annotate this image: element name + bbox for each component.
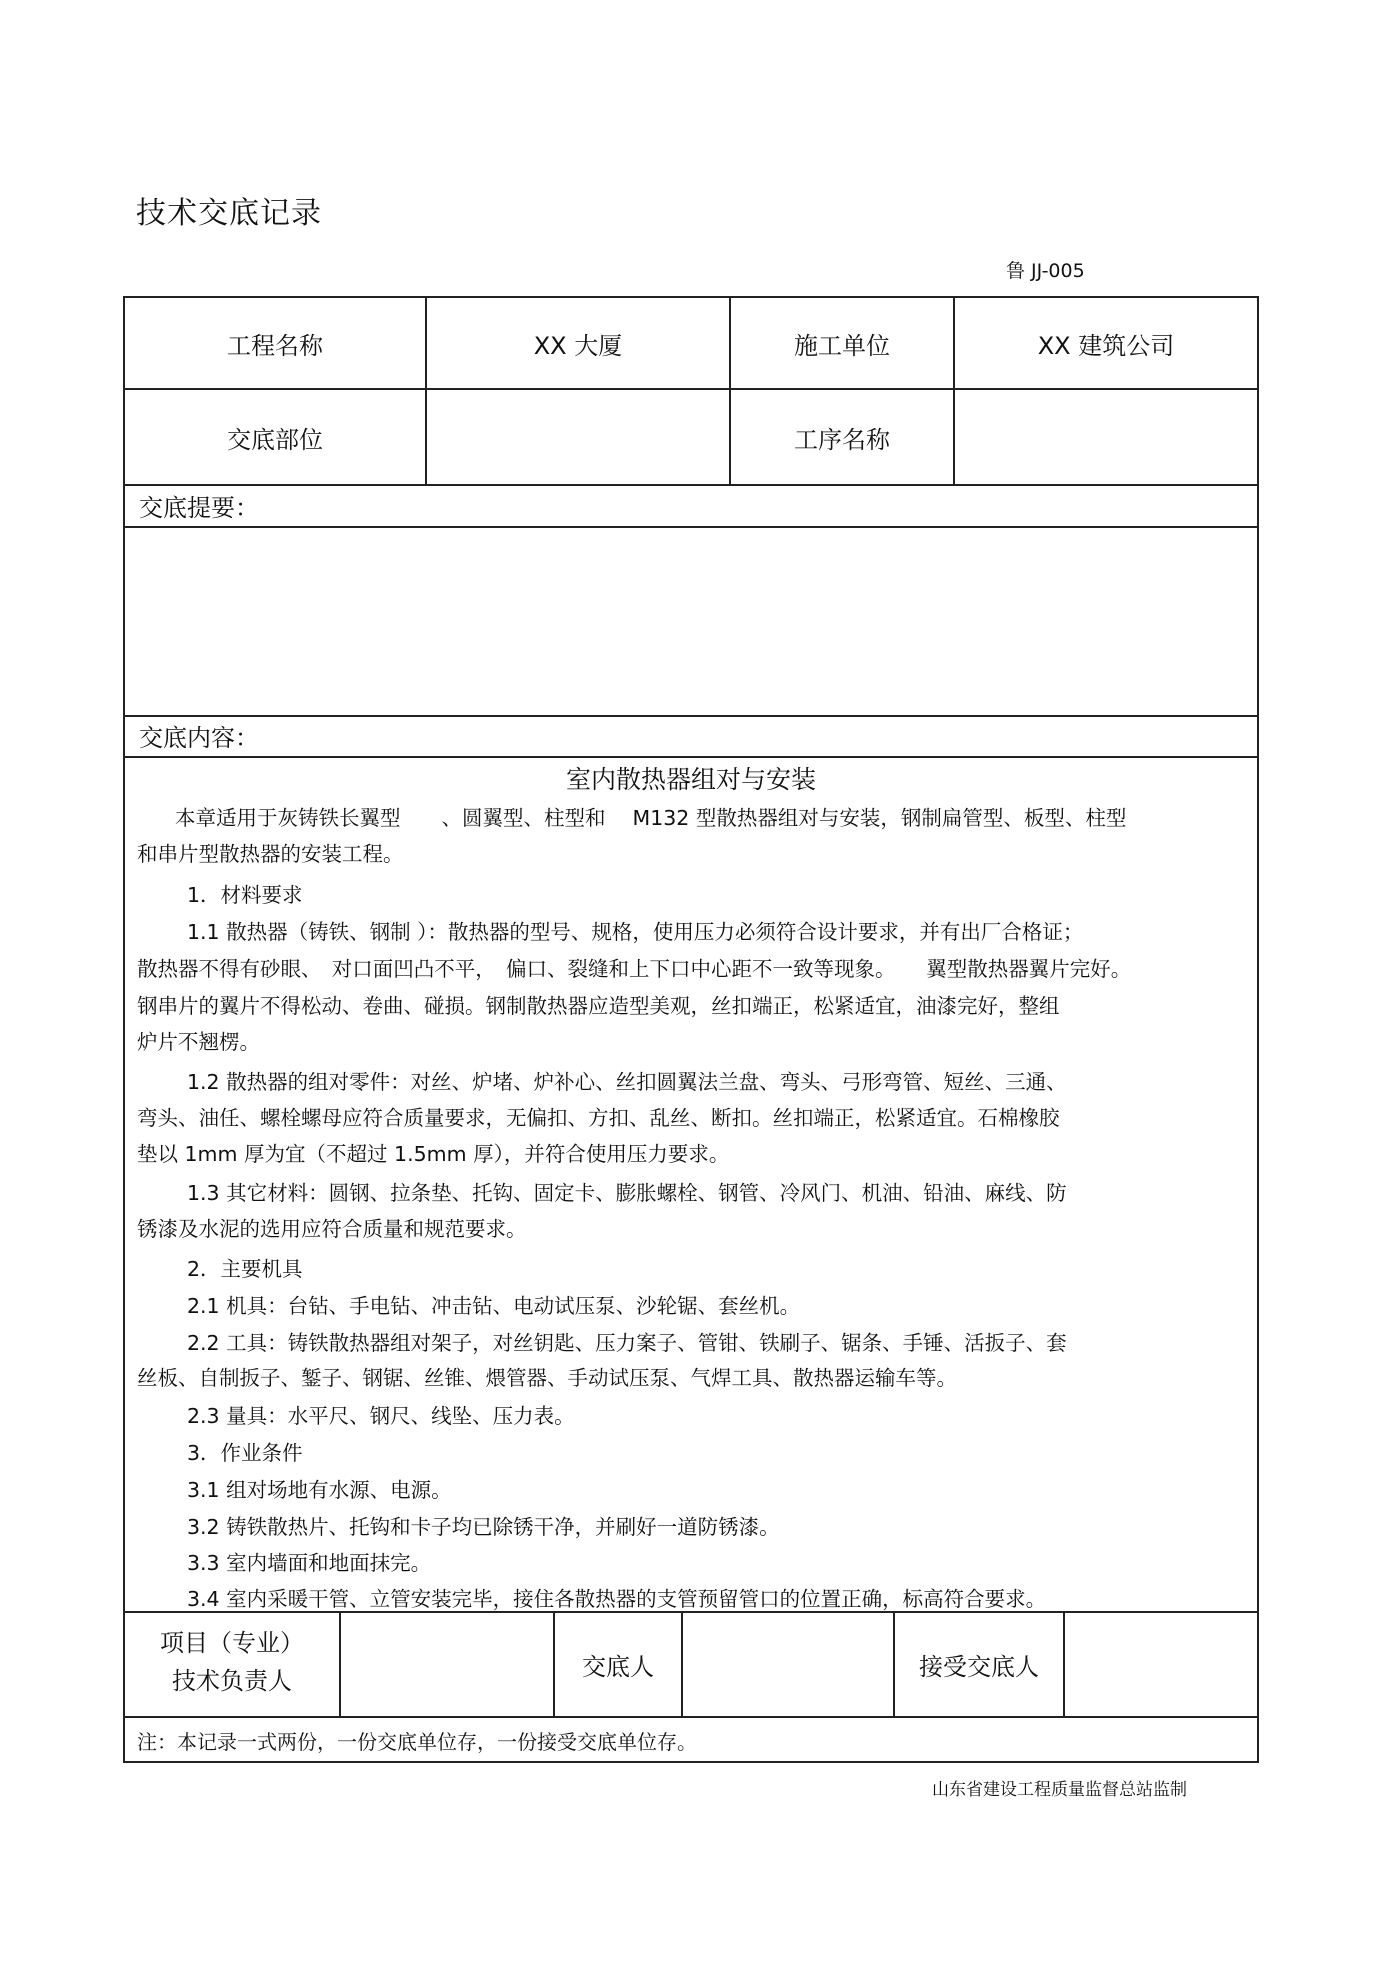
tech-lead-label-line2: 技术负责人	[172, 1666, 292, 1695]
content-label: 交底内容：	[139, 724, 259, 752]
content-heading: 室内散热器组对与安装	[565, 765, 816, 794]
contractor-value: XX 建筑公司	[1037, 331, 1175, 360]
issuer-footer: 山东省建设工程质量监督总站监制	[932, 1780, 1187, 1800]
content-line: 3.1 组对场地有水源、电源。	[187, 1478, 452, 1502]
receiver-signature	[1065, 1613, 1257, 1716]
record-note: 注：本记录一式两份，一份交底单位存，一份接受交底单位存。	[137, 1730, 697, 1754]
content-line: 丝板、自制扳子、錾子、钢锯、丝锥、煨管器、手动试压泵、气焊工具、散热器运输车等。	[137, 1366, 957, 1390]
discloser-signature	[683, 1613, 893, 1716]
location-value	[427, 390, 729, 484]
discloser-label: 交底人	[582, 1653, 654, 1681]
content-line: 3.2 铸铁散热片、托钩和卡子均已除锈干净，并刷好一道防锈漆。	[187, 1515, 780, 1539]
content-line: 本章适用于灰铸铁长翼型 、圆翼型、柱型和 M132 型散热器组对与安装，钢制扁管型、板型、柱型	[175, 806, 1127, 830]
content-line: 炉片不翘楞。	[137, 1030, 260, 1054]
content-line: 1.3 其它材料：圆钢、拉条垫、托钩、固定卡、膨胀螺栓、钢管、冷风门、机油、铅油、麻线、防	[187, 1181, 1067, 1205]
contractor-label: 施工单位	[794, 331, 890, 360]
content-line: 散热器不得有砂眼、 对口面凹凸不平， 偏口、裂缝和上下口中心距不一致等现象。 翼型散热器翼片完好。	[137, 957, 1132, 981]
process-value	[955, 390, 1257, 484]
content-line: 2．主要机具	[187, 1257, 303, 1281]
process-label: 工序名称	[794, 425, 890, 454]
content-line: 3.3 室内墙面和地面抹完。	[187, 1551, 432, 1575]
receiver-label: 接受交底人	[919, 1653, 1039, 1681]
tech-lead-label-line1: 项目（专业）	[160, 1628, 304, 1657]
row-divider	[125, 484, 1257, 486]
form-code: 鲁 JJ-005	[1006, 260, 1085, 282]
record-table	[123, 296, 1259, 1763]
content-line: 1.1 散热器（铸铁、钢制 ）：散热器的型号、规格，使用压力必须符合设计要求，并有出厂合格证；	[187, 920, 1084, 944]
content-line: 1.2 散热器的组对零件：对丝、炉堵、炉补心、丝扣圆翼法兰盘、弯头、弓形弯管、短丝、三通、	[187, 1070, 1067, 1094]
location-label: 交底部位	[227, 425, 323, 454]
row-divider	[125, 1716, 1257, 1718]
content-line: 和串片型散热器的安装工程。	[137, 842, 404, 866]
content-line: 3．作业条件	[187, 1441, 303, 1465]
content-line: 2.3 量具：水平尺、钢尺、线坠、压力表。	[187, 1404, 575, 1428]
content-line: 弯头、油任、螺栓螺母应符合质量要求，无偏扣、方扣、乱丝、断扣。丝扣端正，松紧适宜。石棉橡胶	[137, 1106, 1060, 1130]
tech-lead-signature	[341, 1613, 553, 1716]
content-line: 3.4 室内采暖干管、立管安装完毕，接住各散热器的支管预留管口的位置正确，标高符合要求。	[187, 1587, 1047, 1611]
summary-label: 交底提要：	[139, 494, 259, 522]
row-divider	[125, 526, 1257, 528]
content-line: 垫以 1mm 厚为宜（不超过 1.5mm 厚），并符合使用压力要求。	[137, 1142, 730, 1166]
content-line: 锈漆及水泥的选用应符合质量和规范要求。	[137, 1217, 527, 1241]
content-line: 钢串片的翼片不得松动、卷曲、碰损。钢制散热器应造型美观，丝扣端正，松紧适宜，油漆完好，整组	[137, 994, 1060, 1018]
project-name-label: 工程名称	[227, 331, 323, 360]
document-title: 技术交底记录	[136, 196, 322, 231]
content-line: 1．材料要求	[187, 883, 303, 907]
content-line: 2.1 机具：台钻、手电钻、冲击钻、电动试压泵、沙轮锯、套丝机。	[187, 1294, 801, 1318]
project-name-value: XX 大厦	[533, 331, 623, 360]
row-divider	[125, 715, 1257, 717]
row-divider	[125, 756, 1257, 758]
content-line: 2.2 工具：铸铁散热器组对架子，对丝钥匙、压力案子、管钳、铁刷子、锯条、手锤、活扳子、套	[187, 1331, 1067, 1355]
